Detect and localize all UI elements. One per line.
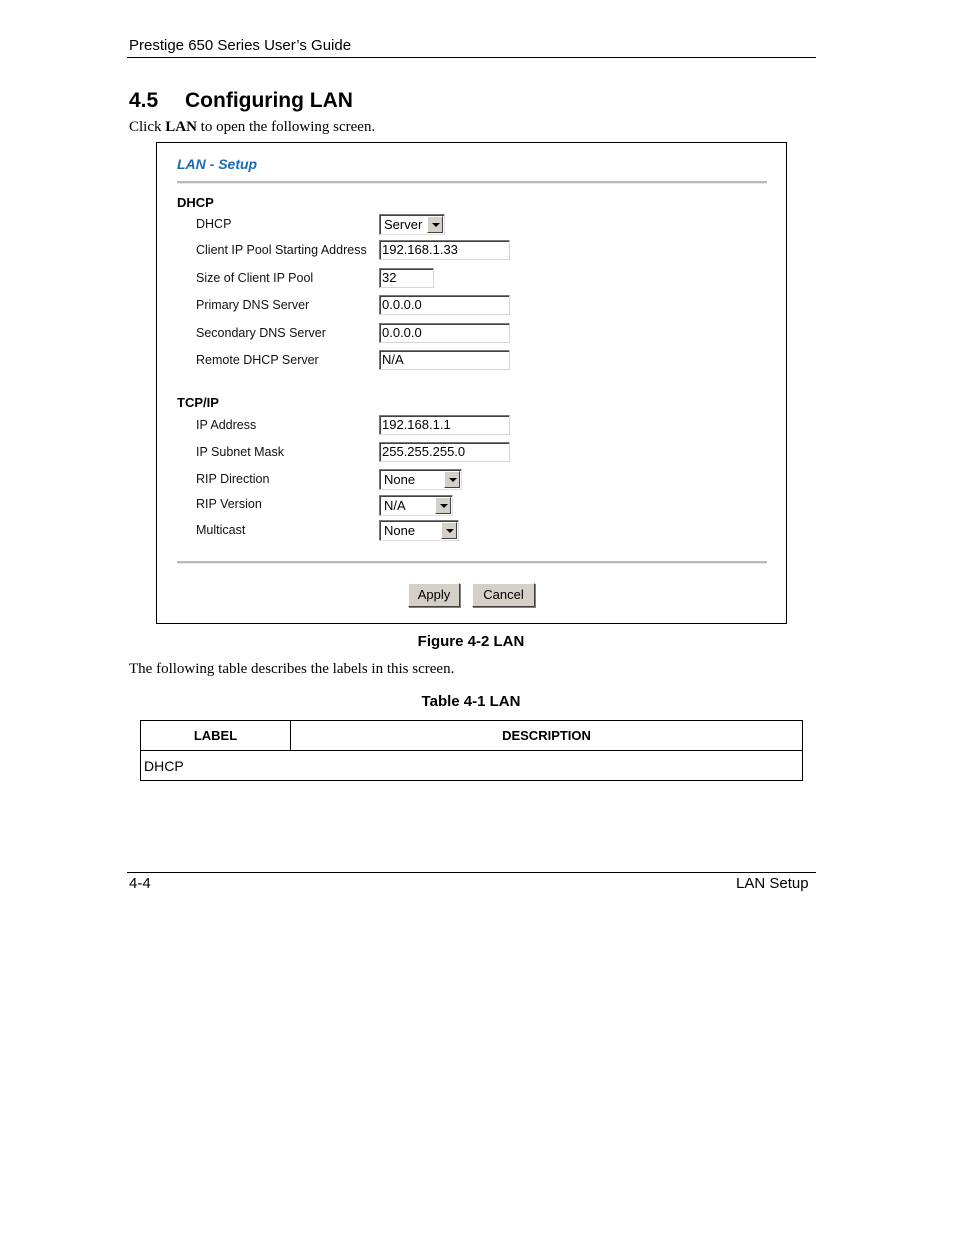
- ip-subnet-mask-input[interactable]: 255.255.255.0: [379, 442, 510, 462]
- running-header: Prestige 650 Series User’s Guide: [129, 37, 352, 54]
- chevron-down-icon[interactable]: [435, 497, 451, 514]
- primary-dns-input[interactable]: 0.0.0.0: [379, 295, 510, 315]
- intro-bold-lan: LAN: [165, 119, 197, 135]
- ip-subnet-mask-label: IP Subnet Mask: [196, 445, 285, 459]
- footer-rule: [127, 872, 816, 873]
- cancel-button[interactable]: Cancel: [472, 583, 535, 607]
- dhcp-select[interactable]: [379, 214, 445, 235]
- dhcp-group-heading: DHCP: [177, 195, 214, 210]
- rip-direction-value: None: [384, 472, 416, 487]
- client-ip-pool-size-input[interactable]: 32: [379, 268, 434, 288]
- section-title: [129, 89, 353, 113]
- ip-address-label: IP Address: [196, 418, 257, 432]
- rip-direction-label: RIP Direction: [196, 472, 270, 486]
- apply-button[interactable]: Apply: [408, 583, 460, 607]
- chevron-down-icon[interactable]: [444, 471, 460, 488]
- section-heading: Configuring LAN: [185, 89, 353, 112]
- rip-version-value: N/A: [384, 498, 406, 513]
- table-row: [141, 751, 803, 781]
- client-ip-pool-start-input[interactable]: 192.168.1.33: [379, 240, 510, 260]
- remote-dhcp-server-label: Remote DHCP Server: [196, 353, 319, 367]
- label-column-header: LABEL: [141, 721, 291, 751]
- remote-dhcp-server-input[interactable]: N/A: [379, 350, 510, 370]
- intro-text: [129, 119, 375, 136]
- table-intro: The following table describes the labels in this screen.: [129, 661, 455, 677]
- rip-version-label: RIP Version: [196, 497, 262, 511]
- multicast-label: Multicast: [196, 523, 246, 537]
- bottom-divider: [177, 561, 767, 564]
- figure-caption: Figure 4-2 LAN: [417, 633, 525, 650]
- description-column-header: DESCRIPTION: [291, 721, 803, 751]
- intro-before: Click: [129, 119, 166, 135]
- screen-title: LAN - Setup: [177, 156, 258, 172]
- rip-version-select[interactable]: [379, 495, 453, 516]
- header-rule: [127, 57, 816, 58]
- table-caption: Table 4-1 LAN: [421, 693, 521, 710]
- chevron-down-icon[interactable]: [427, 216, 443, 233]
- multicast-select[interactable]: [379, 520, 459, 541]
- dhcp-label: DHCP: [196, 217, 232, 231]
- section-number: 4.5: [129, 89, 159, 112]
- table-row-label: DHCP: [141, 751, 803, 781]
- intro-after: to open the following screen.: [196, 119, 376, 135]
- client-ip-pool-start-label: Client IP Pool Starting Address: [196, 243, 367, 257]
- rip-direction-select[interactable]: [379, 469, 462, 490]
- chapter-name: LAN Setup: [736, 875, 809, 892]
- label-description-table: [140, 720, 803, 781]
- multicast-value: None: [384, 523, 416, 538]
- lan-setup-screenshot: [156, 142, 787, 624]
- secondary-dns-label: Secondary DNS Server: [196, 326, 326, 340]
- chevron-down-icon[interactable]: [441, 522, 457, 539]
- dhcp-select-value: Server: [384, 217, 423, 232]
- primary-dns-label: Primary DNS Server: [196, 298, 310, 312]
- ip-address-input[interactable]: 192.168.1.1: [379, 415, 510, 435]
- table-header-row: [141, 721, 803, 751]
- client-ip-pool-size-label: Size of Client IP Pool: [196, 271, 314, 285]
- top-divider: [177, 181, 767, 184]
- secondary-dns-input[interactable]: 0.0.0.0: [379, 323, 510, 343]
- page-number: 4-4: [129, 875, 151, 892]
- tcpip-group-heading: TCP/IP: [177, 395, 219, 410]
